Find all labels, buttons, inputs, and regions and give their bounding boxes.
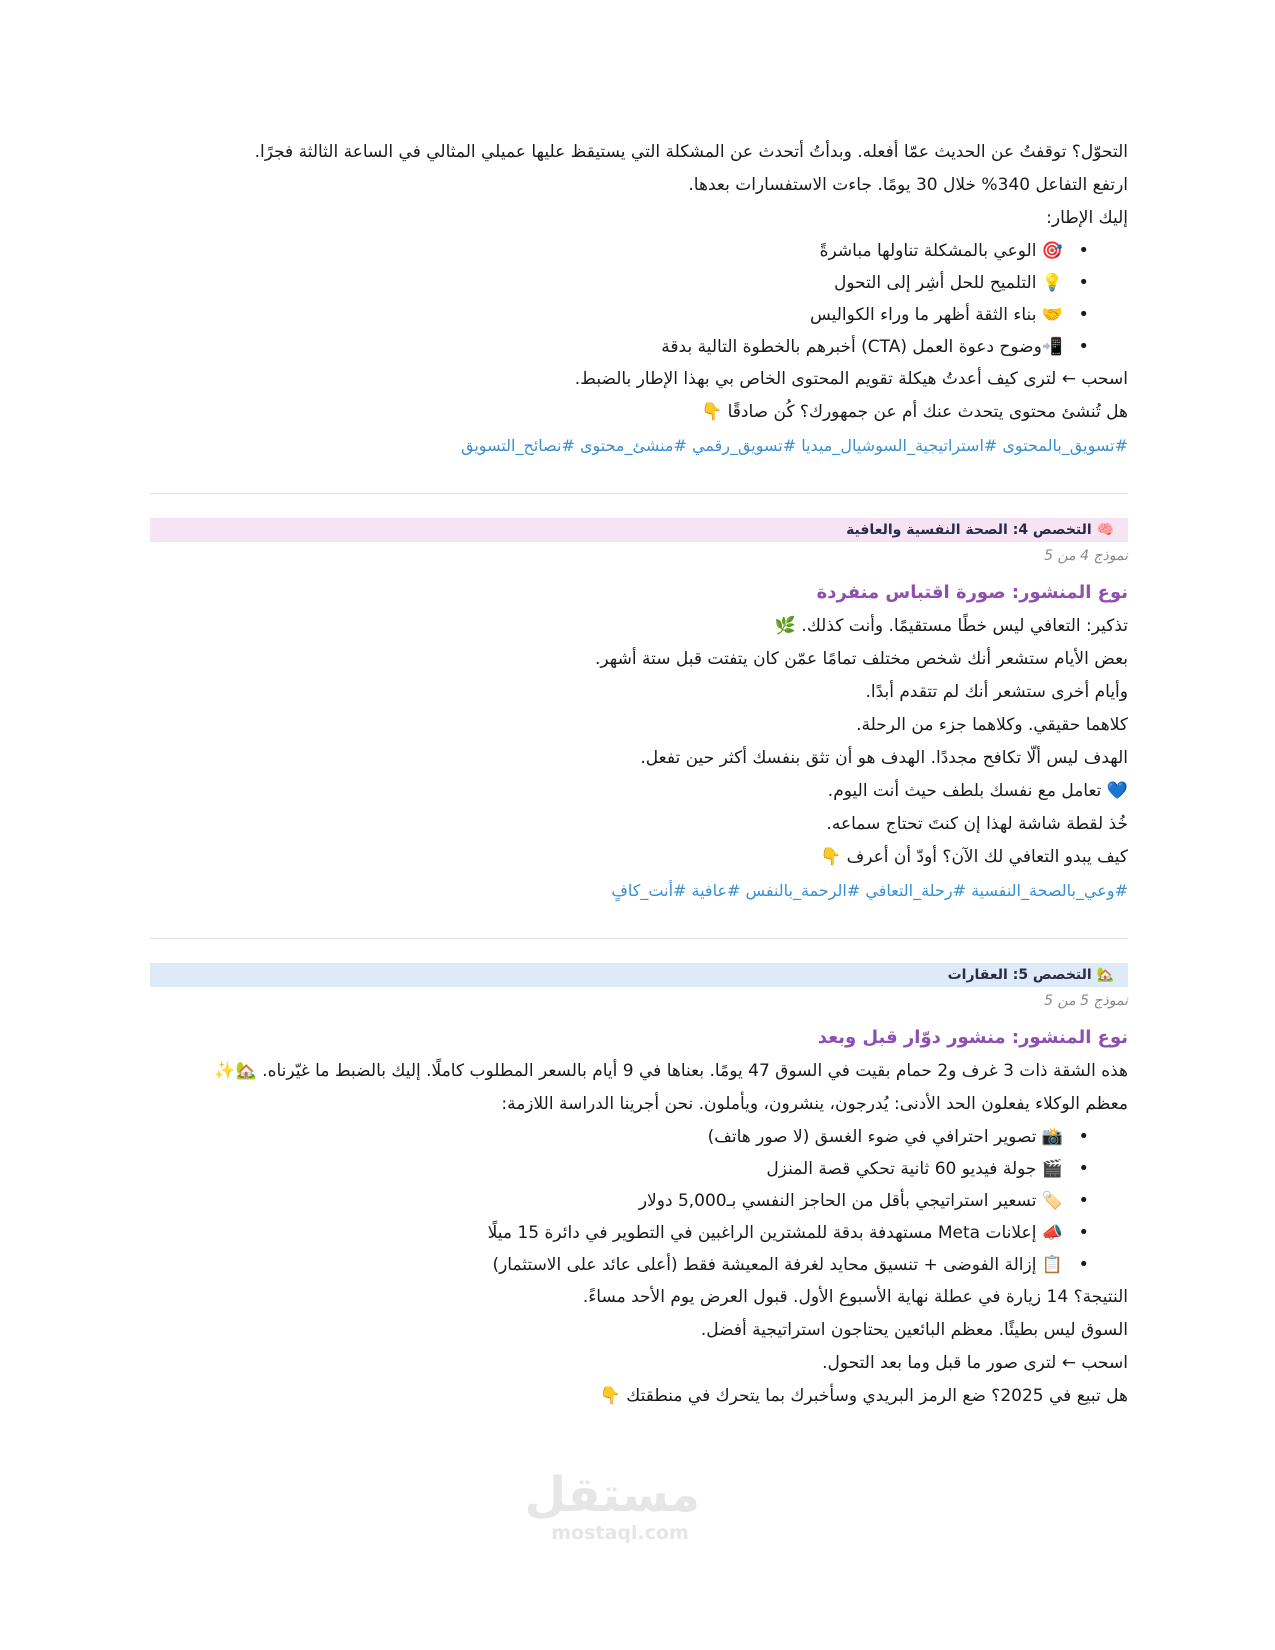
- niche-banner: 🧠 التخصص 4: الصحة النفسية والعافية: [150, 518, 1128, 542]
- strategy-list: [150, 1121, 1128, 1281]
- post-type-heading: نوع المنشور: صورة اقتباس منفردة: [816, 582, 1128, 603]
- paragraph-line: وأيام أخرى ستشعر أنك لم تتقدم أبدًا.: [865, 682, 1128, 702]
- list-item: • 📸 تصوير احترافي في ضوء الغسق (لا صور هاتف): [150, 1121, 1089, 1153]
- document-page: [150, 136, 1128, 1413]
- divider: [150, 938, 1128, 939]
- list-item: • 💡 التلميح للحل أشِر إلى التحول: [150, 267, 1089, 299]
- paragraph-line: اسحب ← لترى صور ما قبل وما بعد التحول.: [822, 1353, 1128, 1373]
- hashtags[interactable]: #تسويق_بالمحتوى #استراتيجية_السوشيال_ميديا #تسويق_رقمي #منشئ_محتوى #نصائح_التسويق: [461, 436, 1128, 455]
- watermark-logo: [524, 1467, 700, 1544]
- paragraph-line: كيف يبدو التعافي لك الآن؟ أودّ أن أعرف 👇: [820, 847, 1128, 867]
- list-item: • 🤝 بناء الثقة أظهر ما وراء الكواليس: [150, 299, 1089, 331]
- list-item: • 📲وضوح دعوة العمل (CTA) أخبرهم بالخطوة التالية بدقة: [150, 331, 1089, 363]
- list-item: • 🎬 جولة فيديو 60 ثانية تحكي قصة المنزل: [150, 1153, 1089, 1185]
- watermark-url: mostaql.com: [551, 1522, 689, 1544]
- paragraph-line: هذه الشقة ذات 3 غرف و2 حمام بقيت في السوق 47 يومًا. بعناها في 9 أيام بالسعر المطلوب كاملًا. إليك بالضبط ما غيّرناه. 🏡✨: [214, 1061, 1128, 1081]
- paragraph-line: النتيجة؟ 14 زيارة في عطلة نهاية الأسبوع الأول. قبول العرض يوم الأحد مساءً.: [582, 1287, 1128, 1307]
- paragraph-line: معظم الوكلاء يفعلون الحد الأدنى: يُدرجون، ينشرون، ويأملون. نحن أجرينا الدراسة اللازمة:: [501, 1094, 1128, 1114]
- list-item: • 📋 إزالة الفوضى + تنسيق محايد لغرفة المعيشة فقط (أعلى عائد على الاستثمار): [150, 1249, 1089, 1281]
- model-counter: نموذج 5 من 5: [1044, 993, 1128, 1009]
- paragraph-line: خُذ لقطة شاشة لهذا إن كنتَ تحتاج سماعه.: [826, 814, 1128, 834]
- paragraph-line: التحوّل؟ توقفتُ عن الحديث عمّا أفعله. وبدأتُ أتحدث عن المشكلة التي يستيقظ عليها عميلي المثالي في الساعة الثالثة فجرًا.: [254, 142, 1128, 162]
- paragraph-line: الهدف ليس ألّا تكافح مجددًا. الهدف هو أن تثق بنفسك أكثر حين تفعل.: [640, 748, 1128, 768]
- niche-banner: 🏡 التخصص 5: العقارات: [150, 963, 1128, 987]
- paragraph-line: كلاهما حقيقي. وكلاهما جزء من الرحلة.: [856, 715, 1128, 735]
- watermark-arabic: مستقل: [524, 1467, 700, 1523]
- list-item: • 📣 إعلانات Meta مستهدفة بدقة للمشترين الراغبين في التطوير في دائرة 15 ميلًا: [150, 1217, 1089, 1249]
- model-counter: نموذج 4 من 5: [1044, 548, 1128, 564]
- section-5: [150, 963, 1128, 1413]
- paragraph-line: هل تُنشئ محتوى يتحدث عنك أم عن جمهورك؟ كُن صادقًا 👇: [701, 402, 1128, 422]
- section-3: [150, 136, 1128, 462]
- framework-list: [150, 235, 1128, 363]
- list-item: • 🎯 الوعي بالمشكلة تناولها مباشرةً: [150, 235, 1089, 267]
- list-item: • 🏷️ تسعير استراتيجي بأقل من الحاجز النفسي بـ5,000 دولار: [150, 1185, 1089, 1217]
- post-type-heading: نوع المنشور: منشور دوّار قبل وبعد: [817, 1027, 1128, 1048]
- paragraph-line: ارتفع التفاعل 340% خلال 30 يومًا. جاءت الاستفسارات بعدها.: [688, 175, 1128, 195]
- paragraph-line: 💙 تعامل مع نفسك بلطف حيث أنت اليوم.: [827, 781, 1128, 801]
- hashtags[interactable]: #وعي_بالصحة_النفسية #رحلة_التعافي #الرحمة_بالنفس #عافية #أنت_كافٍ: [611, 881, 1128, 900]
- paragraph-line: بعض الأيام ستشعر أنك شخص مختلف تمامًا عمّن كان يتفتت قبل ستة أشهر.: [594, 649, 1128, 669]
- paragraph-line: السوق ليس بطيئًا. معظم البائعين يحتاجون استراتيجية أفضل.: [700, 1320, 1128, 1340]
- paragraph-line: هل تبيع في 2025؟ ضع الرمز البريدي وسأخبرك بما يتحرك في منطقتك 👇: [599, 1386, 1128, 1406]
- paragraph-line: إليك الإطار:: [1046, 208, 1128, 228]
- paragraph-line: اسحب ← لترى كيف أعدتُ هيكلة تقويم المحتوى الخاص بي بهذا الإطار بالضبط.: [574, 369, 1128, 389]
- section-4: [150, 518, 1128, 907]
- paragraph-line: تذكير: التعافي ليس خطًا مستقيمًا. وأنت كذلك. 🌿: [774, 616, 1128, 636]
- divider: [150, 493, 1128, 494]
